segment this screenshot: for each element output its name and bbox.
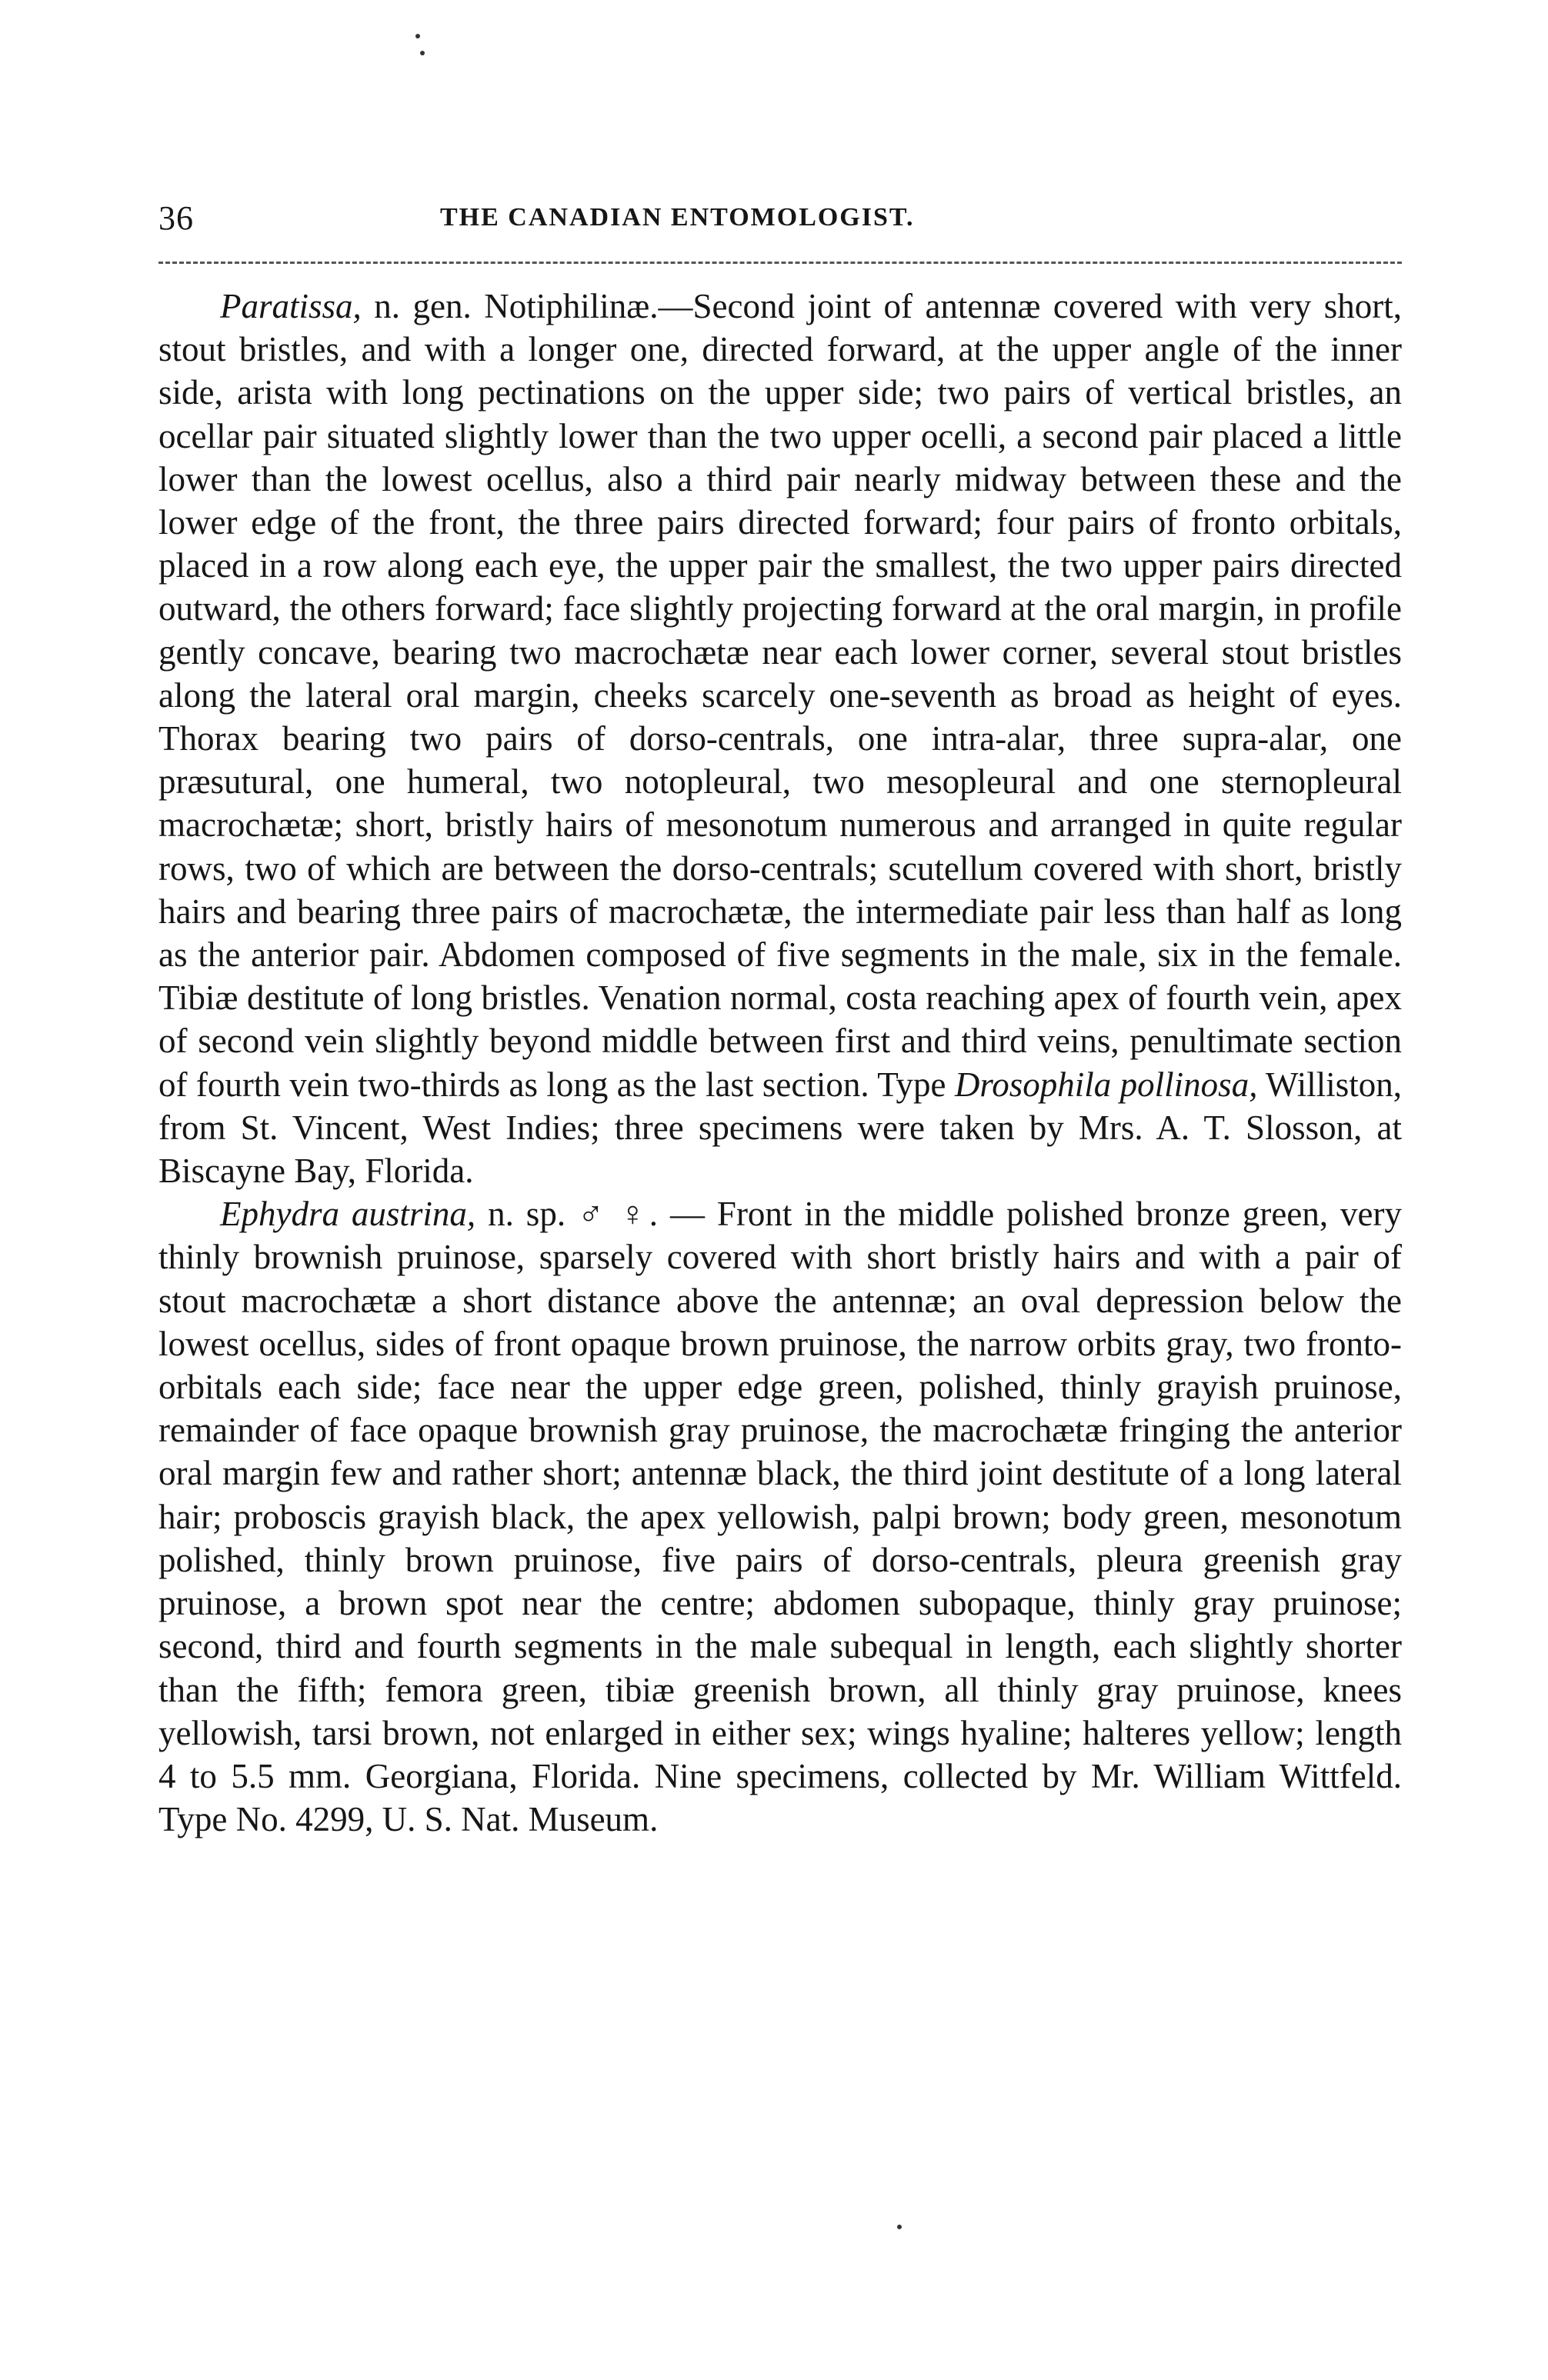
- genus-name: Paratissa,: [220, 287, 362, 325]
- species-name: Ephydra austrina,: [220, 1195, 476, 1234]
- print-speck: [415, 34, 420, 38]
- running-title: THE CANADIAN ENTOMOLOGIST.: [440, 203, 915, 232]
- body-text: [158, 285, 1402, 1841]
- genus-description-text: n. gen. Notiphilinæ.—Second joint of antennæ covered with very short, stout bristles, and with a longer one, directed forward, at the upper angle of the inner side, arista with long pectinations on the upper side; two pairs of vertical bristles, an ocellar pair situated slightly lower than the two upper ocelli, a second pair placed a little lower than the lowest ocellus, also a third pair nearly midway between these and the lower edge of the front, the three pairs directed forward; four pairs of fronto orbitals, placed in a row along each eye, the upper pair the smallest, the two upper pairs directed outward, the others forward; face slightly projecting forward at the oral margin, in profile gently concave, bearing two macrochætæ near each lower corner, several stout bristles along the lateral oral margin, cheeks scarcely one-seventh as broad as height of eyes. Thorax bearing two pairs of dorso-centrals, one intra-alar, three supra-alar, one præsutural, one humeral, two notopleural, two mesopleural and one sternopleural macrochætæ; short, bristly hairs of mesonotum numerous and arranged in quite regular rows, two of which are between the dorso-centrals; scutellum covered with short, bristly hairs and bearing three pairs of macrochætæ, the intermediate pair less than half as long as the anterior pair. Abdomen composed of five segments in the male, six in the female. Tibiæ destitute of long bristles. Venation normal, costa reaching apex of fourth vein, apex of second vein slightly beyond middle between first and third veins, penultimate section of fourth vein two-thirds as long as the last section. Type: [158, 287, 1402, 1104]
- genus-description-tail: Williston, from St. Vincent, West Indies; three specimens were taken by Mrs. A. T. Slosson, at Biscayne Bay, Florida.: [158, 1065, 1402, 1191]
- page-number: 36: [158, 199, 194, 237]
- species-description-text: n. sp. ♂ ♀. — Front in the middle polished bronze green, very thinly brownish pruinose, sparsely covered with short bristly hairs and with a pair of stout macrochætæ a short distance above the antennæ; an oval depression below the lowest ocellus, sides of front opaque brown pruinose, the narrow orbits gray, two fronto-orbitals each side; face near the upper edge green, polished, thinly grayish pruinose, remainder of face opaque brownish gray pruinose, the macrochætæ fringing the anterior oral margin few and rather short; antennæ black, the third joint destitute of a long lateral hair; proboscis grayish black, the apex yellowish, palpi brown; body green, mesonotum polished, thinly brown pruinose, five pairs of dorso-centrals, pleura greenish gray pruinose, a brown spot near the centre; abdomen subopaque, thinly gray pruinose; second, third and fourth segments in the male subequal in length, each slightly shorter than the fifth; femora green, tibiæ greenish brown, all thinly gray pruinose, knees yellowish, tarsi brown, not enlarged in either sex; wings hyaline; halteres yellow; length 4 to 5.5 mm. Georgiana, Florida. Nine specimens, collected by Mr. William Wittfeld. Type No. 4299, U. S. Nat. Museum.: [158, 1195, 1402, 1839]
- type-species-name: Drosophila pollinosa,: [954, 1065, 1258, 1104]
- genus-description-paragraph: [158, 285, 1402, 1192]
- header-rule: [158, 262, 1402, 264]
- print-speck: [897, 2225, 902, 2229]
- page-header: [158, 198, 1402, 245]
- species-description-paragraph: [158, 1192, 1402, 1841]
- print-speck: [420, 51, 425, 55]
